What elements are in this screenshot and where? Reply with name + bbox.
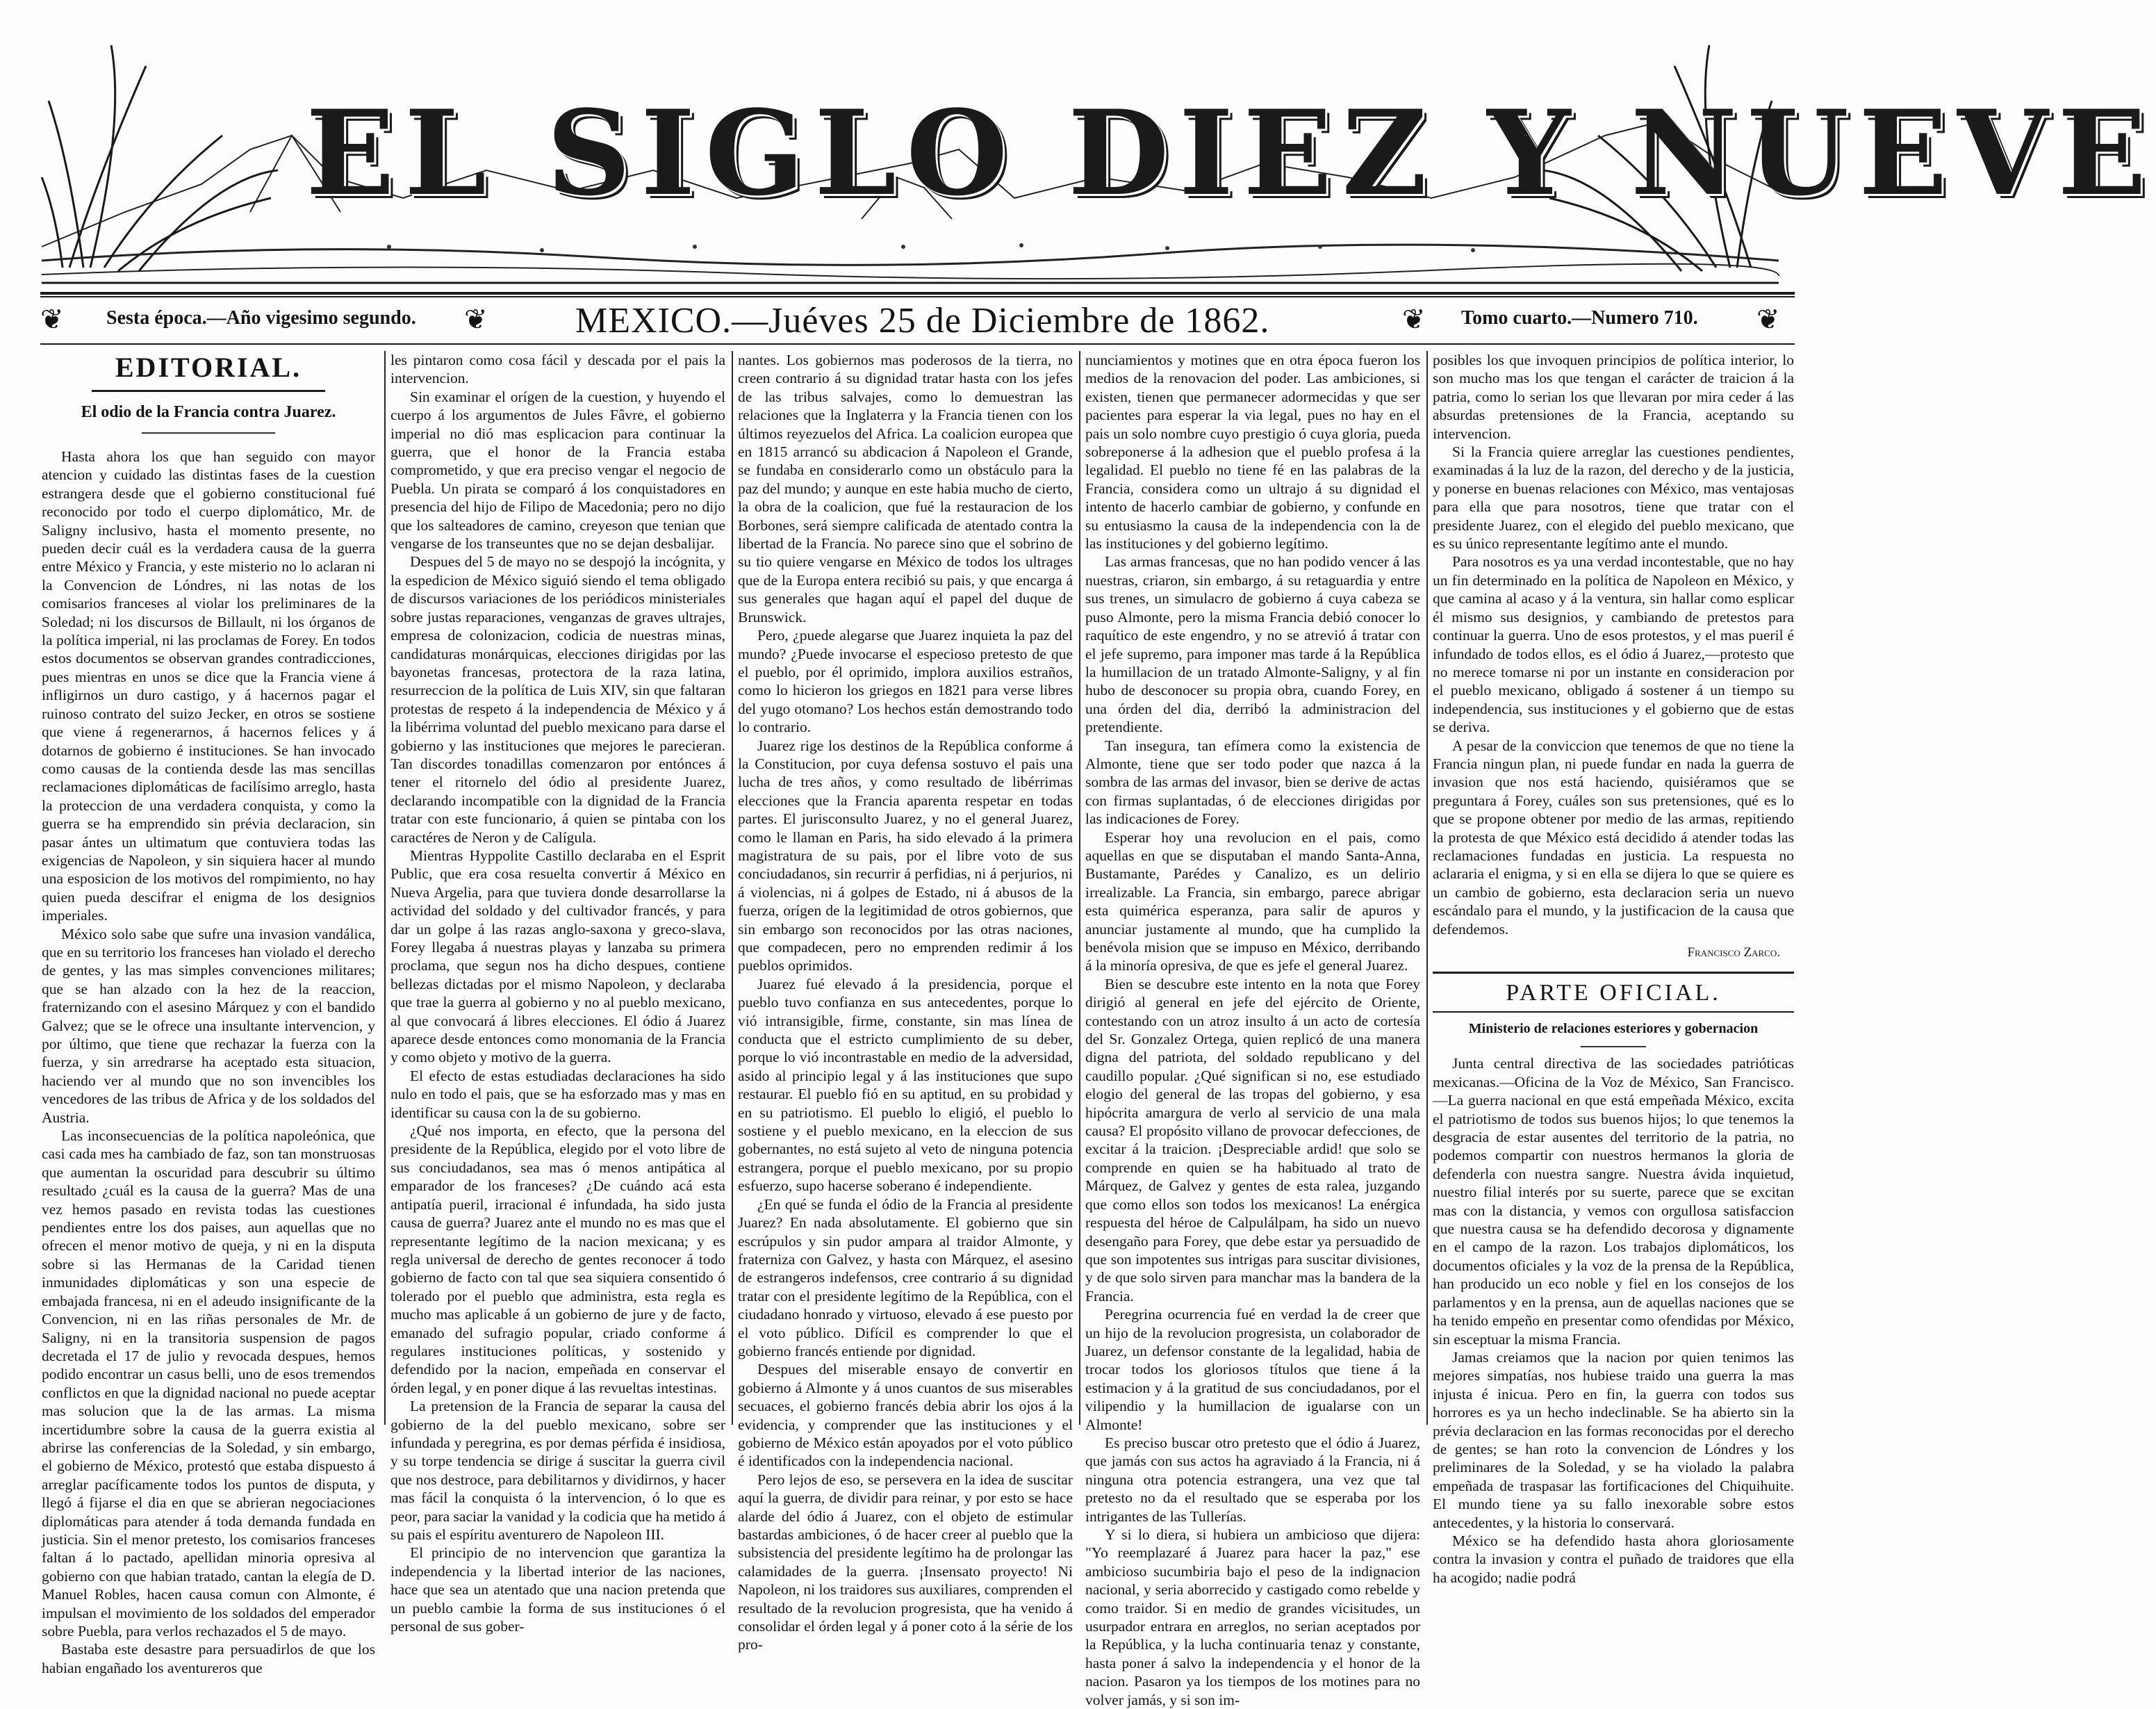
paragraph: El efecto de estas estudiadas declaraciones ha sido nulo en todo el pais, que se ha esforzado mas y mas en identificar su causa con la de su gobierno. bbox=[390, 1067, 725, 1121]
masthead-illustration bbox=[42, 38, 2156, 285]
column-1 bbox=[42, 351, 375, 1676]
column-3 bbox=[738, 351, 1073, 1653]
paragraph: Sin examinar el orígen de la cuestion, y huyendo el cuerpo á los argumentos de Jules Fâvre, el gobierno imperial no dió mas esplicacion para continuar la guerra, que el honor de la Francia estaba comprometido, y que era preciso vengar el negocio de Puebla. Un pirata se comparó á los conquistadores en presencia del hijo de Filipo de Macedonia; pero no dijo que los salteadores de camino, creyeson que tenian que vengarse de los transeuntes que no se dejan desbalijar. bbox=[390, 388, 725, 553]
paragraph: Juarez rige los destinos de la República conforme á la Constitucion, por cuya defensa sostuvo el pais una lucha de tres años, y como resultado de libérrimas elecciones que la Francia aparenta respetar en todas partes. El jurisconsulto Juarez, y no el general Juarez, como le llaman en Paris, ha sido elevado á la primera magistratura de su pais, por el libre voto de sus conciudadanos, sin recurrir á perfidias, ni á perjurios, ni á violencias, ni á golpes de Estado, ni á abusos de la fuerza, orígen de la legitimidad de otros gobiernos, que sin embargo son reconocidos por las otras naciones, que compadecen, pero no emprenden redimir á los pueblos oprimidos. bbox=[738, 737, 1073, 974]
paragraph: El principio de no intervencion que garantiza la independencia y la libertad interior de las naciones, hace que sea un atentado que una nacion pretenda que un pueblo cambie la forma de sus instituciones ó el personal de sus gober- bbox=[390, 1544, 725, 1635]
official-section-title: PARTE OFICIAL. bbox=[1506, 980, 1721, 1006]
date-bar-top-rule bbox=[40, 292, 1795, 295]
paragraph: La pretension de la Francia de separar la causa del gobierno de la del pueblo mexicano, sobre ser infundada y peregrina, es por demas pérfida é insidiosa, y su torpe tendencia se dirige á suscitar la guerra civil que nos destroce, para debilitarnos y dividirnos, y hacer mas fácil la conquista ó la intervencion, ó lo que es peor, para saciar la vanidad y la codicia que ha metido á su pais el espíritu aventurero de Napoleon III. bbox=[390, 1398, 725, 1543]
heading-dash bbox=[1581, 1046, 1646, 1047]
paragraph: Para nosotros es ya una verdad incontestable, que no hay un fin determinado en la política de Napoleon en México, y que camina al acaso y á la ventura, sin hallar como esplicar él mismo sus designios, y cambiando de pretestos para continuar la guerra. Uno de esos protestos, y el mas pueril é infundado de todos ellos, es el ódio á Juarez,—protesto que no merece tomarse ni por un instante en consideracion por el pueblo mexicano, obligado á sostener á un tiempo su independencia, sus instituciones y el gobierno que de estas se deriva. bbox=[1433, 553, 1794, 736]
article-title: El odio de la Francia contra Juarez. bbox=[81, 403, 336, 421]
paragraph: nantes. Los gobiernos mas poderosos de la tierra, no creen contrario á su dignidad tratar hasta con los jefes de las tribus salvajes, como lo demuestran las relaciones que la Inglaterra y la Francia tienen con los últimos reyezuelos del Africa. La coalicion europea que en 1815 arrancó su abdicacion á Napoleon el Grande, se fundaba en considerarlo como un obstáculo para la paz del mundo; y aunque en este habia mucho de cierto, la obra de la coalicion, que fué la restauracion de los Borbones, será siempre calificada de atentado contra la libertad de la Francia. No parece sino que el sobrino de su tio quiere vengarse en México de todos los ultrages que de la Europa entera recibió su pais, y que encarga á sus generales que hagan aquí el papel del duque de Brunswick. bbox=[738, 352, 1073, 625]
paragraph: Juarez fué elevado á la presidencia, porque el pueblo tuvo confianza en sus antecedentes, porque lo vió intransigible, firme, constante, sin mas línea de conducta que el estricto cumplimiento de su deber, porque lo vió incontrastable en medio de la adversidad, asido al principio legal y á las instituciones que supo restaurar. El pueblo fió en su aptitud, en su probidad y en su patriotismo. El pueblo lo eligió, el pueblo lo sostiene y el pueblo mexicano, en la eleccion de sus gobernantes, no está sujeto al veto de ninguna potencia estrangera, porque el pueblo mexicano, por su propio esfuerzo, supo hacerse soberano é independiente. bbox=[738, 975, 1073, 1195]
paragraph: Las armas francesas, que no han podido vencer á las nuestras, criaron, sin embargo, á su retaguardia y entre sus trenes, un simulacro de gobierno á cuya cabeza se puso Almonte, pero la misma Francia debió conocer lo raquítico de este engendro, y no se atrevió á tratar con el jefe supremo, para imponer mas tarde á la República la humillacion de un tratado Almonte-Saligny, y al fin hubo de desconocer su propia obra, cuando Forey, en una órden del dia, derribó la administracion del pretendiente. bbox=[1085, 553, 1420, 736]
paragraph: Bastaba este desastre para persuadirlos de que los habian engañado los aventureros que bbox=[42, 1641, 375, 1676]
paragraph: ¿En qué se funda el ódio de la Francia al presidente Juarez? En nada absolutamente. El gobierno que sin escrúpulos y sin pudor ampara al traidor Almonte, y fraterniza con Galvez, y hasta con Márquez, el asesino de estrangeros indefensos, cree contrario á su dignidad tratar con el presidente legítimo de la República, con el ciudadano honrado y virtuoso, elevado á ese puesto por el voto público. Difícil es comprender lo que el gobierno francés entiende por dignidad. bbox=[738, 1195, 1073, 1359]
paragraph: A pesar de la conviccion que tenemos de que no tiene la Francia ningun plan, ni puede fundar en nada la guerra de invasion que nos está haciendo, quisiéramos que se preguntara á Forey, cuáles son sus pretensiones, qué es lo que se propone obtener por medio de las armas, repitiendo la protesta de que México está decidido á atender todas las reclamaciones fundadas en justicia. La respuesta no aclararia el enigma, y si en ella se dijera lo que se quiere es un cambio de gobierno, esta declaracion seria un nuevo escándalo para el mundo, y la justificacion de la causa que defendemos. bbox=[1433, 737, 1794, 938]
paragraph: Mientras Hyppolite Castillo declaraba en el Esprit Public, que era cosa resuelta convertir á México en Nueva Argelia, para que tuviera donde desarrollarse la actividad del soldado y del cultivador francés, y para dar un golpe á las razas anglo-saxona y greco-slava, Forey llegaba á nuestras playas y lanzaba su primera proclama, que segun nos ha dicho despues, contiene bellezas dictadas por el mismo Napoleon, y declaraba que trae la guerra al gobierno y no al pueblo mexicano, al que convocará á libres elecciones. El ódio á Juarez aparece desde entonces como monomania de la Francia y como objeto y motivo de la guerra. bbox=[390, 847, 725, 1066]
paragraph: Jamas creiamos que la nacion por quien tenimos las mejores simpatías, nos hubiese traido una guerra la mas injusta é inicua. Pero en fin, la guerra con todos sus horrores es ya un hecho indeclinable. Se ha abierto sin la prévia declaracion en las formas reconocidas por el derecho de gentes; se han roto la convencion de Lóndres y los preliminares de la Soledad, y se ha violado la palabra empeñada de traspasar las fortificaciones del Chiquihuite. El mundo tiene ya su fallo inexorable sobre estos antecedentes, y la historia lo conservará. bbox=[1433, 1348, 1794, 1531]
paragraph: Las inconsecuencias de la política napoleónica, que casi cada mes ha cambiado de faz, son tan monstruosas que aumentan la oscuridad para descubrir su último resultado ¿cuál es la causa de la guerra? Mas de una vez hemos pasado en revista todas las cuestiones pendientes entre los dos paises, aun aquellas que no ofrecen el menor motivo de queja, y ni en la disputa sobre si las Hermanas de la Caridad tienen inmunidades diplomáticas y son una especie de embajada francesa, ni en el adeudo insignificante de la Convencion, ni en las riñas personales de Mr. de Saligny, ni en la transitoria suspension de pagos decretada el 17 de julio y revocada despues, hemos podido encontrar un casus belli, uno de esos tremendos conflictos en que la dignidad nacional no puede aceptar mas solucion que la de las armas. La misma incertidumbre sobre la causa de la guerra existia al abrirse las conferencias de la Soledad, y sin embargo, el gobierno de México, protestó que estaba dispuesto á arreglar pacíficamente todos los puntos de disputa, y llegó á fijarse el dia en que se abrieran negociaciones diplomáticas para atender á toda demanda fundada en justicia. Sin el menor pretesto, los comisarios franceses faltan á lo pactado, apellidan minoria opresiva al gobierno con que habian tratado, cantan la elegía de D. Manuel Robles, hacen causa comun con Almonte, é impulsan el movimiento de los soldados del emperador sobre Puebla, para verlos rechazados el 5 de mayo. bbox=[42, 1127, 375, 1640]
paragraph: Es preciso buscar otro pretesto que el ódio á Juarez, que jamás con sus actos ha agraviado á la Francia, ni á ninguna otra potencia estrangera, una vez que tal pretesto no da el resultado que se esperaba por los intrigantes de las Tullerías. bbox=[1085, 1434, 1420, 1525]
edition-info: Sesta época.—Año vigesimo segundo. bbox=[106, 307, 416, 329]
paragraph: Pero, ¿puede alegarse que Juarez inquieta la paz del mundo? ¿Puede invocarse el especioso pretesto de que el pueblo, por él oprimido, implora auxilios estraños, como lo hicieron los griegos en 1821 para verse libres del yugo otomano? Los hechos están demostrando todo lo contrario. bbox=[738, 627, 1073, 736]
title-rule bbox=[142, 432, 275, 434]
ornament-icon: ❦ bbox=[1402, 304, 1426, 335]
ornament-icon: ❦ bbox=[1756, 304, 1780, 335]
paragraph: Esperar hoy una revolucion en el pais, como aquellas en que se disputaban el mando Santa-Anna, Bustamante, Parédes y Canalizo, es un delirio irrealizable. La Francia, sin embargo, parece abrigar esta quimérica esperanza, para salir de apuros y anunciar justamente al mundo, que ha cumplido la benévola mision que se impuso en México, derribando á la minoría opresiva, de que es jefe el general Juarez. bbox=[1085, 828, 1420, 974]
paragraph: Peregrina ocurrencia fué en verdad la de creer que un hijo de la revolucion progresista, un colaborador de Juarez, un defensor constante de la legalidad, habia de trocar todos los gloriosos títulos que tiene á la estimacion y á la gratitud de sus conciudadanos, por el vilipendio y la humillacion de igualarse con un Almonte! bbox=[1085, 1306, 1420, 1433]
paragraph: les pintaron como cosa fácil y descada por el pais la intervencion. bbox=[390, 352, 725, 387]
paragraph: Hasta ahora los que han seguido con mayor atencion y cuidado las distintas fases de la cuestion estrangera desde que el gobierno constitucional fué reconocido por todo el cuerpo diplomático, Mr. de Saligny inclusivo, hasta el momento presente, no pueden decir cuál es la verdadera causa de la guerra entre México y Francia, y este misterio no lo aclaran ni la Convencion de Lóndres, ni las notas de los comisarios franceses al violar los preliminares de la Soledad; ni los discursos de Billault, ni los órganos de la política imperial, ni las proclamas de Forey. En todos estos documentos se observan grandes contradicciones, pues mientras en unos se dice que la Francia viene á infligirnos un duro castigo, y á hacernos pagar el ruinoso contrato del suizo Jecker, en otros se sostiene que viene á regenerarnos, á hacernos felices y á dotarnos de gobierno é instituciones. Se han invocado como causas de la contienda desde las mas sencillas reclamaciones diplomáticas de facilísimo arreglo, hasta la proteccion de una verdadera conquista, y como la guerra se ha emprendido sin prévia declaracion, sin pasar ántes un ultimatum que contuviera todas las exigencias de Napoleon, y sin siquiera hacer al mundo una esposicion de los motivos del rompimiento, no hay quien pueda descifrar el enigma de los designios imperiales. bbox=[42, 448, 375, 924]
paragraph: Y si lo diera, si hubiera un ambicioso que dijera: "Yo reemplazaré á Juarez para hacer la paz," ese ambicioso sucumbiria bajo el peso de la indignacion nacional, y seria aborrecido y castigado como rebelde y como traidor. Si en medio de grandes vicisitudes, un usurpador entrara en arreglos, no serian aceptados por la República, y la lucha continuaria tenaz y constante, hasta poner á salvo la independencia y el honor de la nacion. Pasaron ya los tiempos de los motines para no volver jamás, y si son im- bbox=[1085, 1526, 1420, 1708]
column-divider bbox=[384, 351, 386, 1425]
date-bar bbox=[40, 300, 1795, 342]
column-divider bbox=[1426, 351, 1428, 1425]
column-divider bbox=[732, 351, 733, 1425]
official-section-header bbox=[1433, 972, 1794, 1013]
paragraph: posibles los que invoquen principios de política interior, lo son mucho mas los que tengan el carácter de traicion á la patria, como lo serian los que llevaran por mira ceder á las absurdas pretensiones de la Francia, aceptando su intervencion. bbox=[1433, 352, 1794, 442]
column-5 bbox=[1433, 351, 1794, 1586]
date-bar-top-thin-rule bbox=[40, 296, 1795, 297]
column-2 bbox=[390, 351, 725, 1635]
paragraph: Si la Francia quiere arreglar las cuestiones pendientes, examinadas á la luz de la razon, del derecho y de la justicia, y ponerse en buenas relaciones con México, mas ventajosas para ella que para nosotros, tiene que tratar con el presidente Juarez, con el elegido del pueblo mexicano, que es su único representante legítimo ante el mundo. bbox=[1433, 443, 1794, 553]
paragraph: ¿Qué nos importa, en efecto, que la persona del presidente de la República, elegido por el voto libre de sus conciudadanos, sea mas ó menos antipática al emparador de los franceses? ¿De cuándo acá esta antipatía pueril, irracional é infundada, ha sido justa causa de guerra? Juarez ante el mundo no es mas que el representante legítimo de la nacion mexicana; y es regla universal de derecho de gentes reconocer á todo gobierno de facto con tal que sea siquiera consentido ó tolerado por el pueblo que administra, esta regla es mucho mas aplicable á un gobierno de jure y de facto, emanado del sufragio popular, criado conforme á regulares instituciones políticas, y sostenido y defendido por la nacion, empeñada en conservar el órden legal, y en poner dique á las revueltas intestinas. bbox=[390, 1122, 725, 1396]
column-4 bbox=[1085, 351, 1420, 1708]
dateline: MEXICO.—Juéves 25 de Diciembre de 1862. bbox=[575, 301, 1270, 341]
paragraph: Despues del miserable ensayo de convertir en gobierno á Almonte y á unos cuantos de sus miserables secuaces, el gobierno francés debia abrir los ojos á la evidencia, y comprender que las instituciones y el gobierno de México están apoyados por el voto público é identificados con la independencia nacional. bbox=[738, 1361, 1073, 1470]
author-signature: Francisco Zarco. bbox=[1687, 945, 1780, 960]
date-bar-bottom-rule bbox=[40, 343, 1795, 345]
ministry-heading: Ministerio de relaciones esteriores y gobernacion bbox=[1468, 1021, 1759, 1037]
ornament-icon: ❦ bbox=[40, 304, 64, 335]
editorial-heading: EDITORIAL. bbox=[115, 352, 302, 383]
paragraph: Tan insegura, tan efímera como la existencia de Almonte, tiene que ser todo poder que nazca á la sombra de las armas del invasor, bien se derive de actas con firmas suplantadas, ó de elecciones dirigidas por las indicaciones de Forey. bbox=[1085, 737, 1420, 828]
paragraph: Bien se descubre este intento en la nota que Forey dirigió al general en jefe del ejército de Oriente, contestando con un atroz insulto á un acto de cortesía del Sr. Gonzalez Ortega, quien replicó de una manera digna del patriota, del soldado republicano y del caudillo popular. ¿Qué significan si no, ese estudiado elogio del general de las tropas del gobierno, y esa hipócrita amargura de verlo al servicio de una mala causa? El propósito villano de provocar defecciones, de excitar á la traicion. ¡Despreciable ardid! que solo se comprende en quien se ha habituado al trato de Márquez, de Galvez y gentes de esta ralea, juzgando que como ellos son todos los mexicanos! La enérgica respuesta del héroe de Calpulálpam, ha sido un nuevo desengaño para Forey, que debe estar ya persuadido de que son impotentes sus intrigas para suscitar divisiones, y de que solo sirven para manchar mas la bandera de la Francia. bbox=[1085, 975, 1420, 1305]
paragraph: Junta central directiva de las sociedades patrióticas mexicanas.—Oficina de la Voz de México, San Francisco.—La guerra nacional en que está empeñada México, excita el patriotismo de todos sus buenos hijos; lo que tenemos la desgracia de estar ausentes del territorio de la patria, no podemos compartir con nuestros hermanos la gloria de defenderla con nuestra sangre. Nuestra ávida inquietud, nuestro filial interés por su suerte, parece que se excitan mas con la distancia, y vemos con orgullosa satisfaccion que nuestra causa se ha defendido decorosa y dignamente en el campo de la razon. Los trabajos diplomáticos, los documentos oficiales y la voz de la prensa de la República, han producido un eco noble y fiel en los consejos de los parlamentos y en la prensa, aun de aquellas naciones que se ha tenido empeño en presentar como ofendidas por México, sin esceptuar la misma Francia. bbox=[1433, 1055, 1794, 1348]
ornament-icon: ❦ bbox=[464, 304, 488, 335]
volume-info: Tomo cuarto.—Numero 710. bbox=[1461, 307, 1698, 329]
column-divider bbox=[1079, 351, 1080, 1425]
heading-underline bbox=[92, 390, 325, 392]
paragraph: Pero lejos de eso, se persevera en la idea de suscitar aquí la guerra, de dividir para reinar, y por esto se hace alarde del ódio á Juarez, con el objeto de estimular bastardas ambiciones, ó de hacer creer al pueblo que la subsistencia del presidente legítimo ha de prolongar las calamidades de la guerra. ¡Insensato proyecto! Ni Napoleon, ni los traidores sus auxiliares, comprenden el resultado de la revolucion progresista, que ha venido á consolidar el órden legal y á poner coto á la série de los pro- bbox=[738, 1471, 1073, 1653]
paragraph: México solo sabe que sufre una invasion vandálica, que en su territorio los franceses han violado el derecho de gentes, y las mas simples convenciones militares; que se han alzado con la hez de la reaccion, fraternizando con el asesino Márquez y con el bandido Galvez; que se le ofrece una insultante intervencion, y por último, que tiene que rechazar la fuerza con la fuerza, y sin arredrarse ha aceptado esta situacion, haciendo ver al mundo que no son invencibles los vencedores de las tribus de Africa y de los soldados del Austria. bbox=[42, 925, 375, 1126]
newspaper-title: EL SIGLO DIEZ Y NUEVE bbox=[306, 84, 2156, 222]
paragraph: México se ha defendido hasta ahora gloriosamente contra la invasion y contra el puñado de traidores que ella ha acogido; nadie podrá bbox=[1433, 1532, 1794, 1586]
paragraph: Despues del 5 de mayo no se despojó la incógnita, y la espedicion de México siguió siendo el tema obligado de discursos variaciones de los periódicos ministeriales sobre justas reparaciones, venganzas de graves ultrajes, empresa de colonizacion, codicia de nuestras minas, candidaturas monárquicas, elecciones dirigidas por las bayonetas francesas, protectora de la raza latina, resurreccion de la política de Luis XIV, sin que faltaran protestas de respeto á la independencia de México y á la libérrima voluntad del pueblo mexicano para darse el gobierno y las instituciones que mejores le parecieran. Tan discordes tonadillas comenzaron por entónces á tener el ritornelo del ódio al presidente Juarez, declarando incompatible con la dignidad de la Francia tratar con este funcionario, á quien se pintaba con los caractéres de Neron y de Calígula. bbox=[390, 553, 725, 846]
paragraph: nunciamientos y motines que en otra época fueron los medios de la renovacion del poder. Las ambiciones, si existen, tienen que permanecer adormecidas y que ser pacientes para esperar la via legal, pues no hay en el pais un solo nombre cuyo prestigio ó cuya gloria, pueda sobreponerse á la adhesion que el pueblo profesa á la legalidad. El pueblo no tiene fé en las palabras de la Francia, considera como un ultrajo á su dignidad el intento de hacerlo cambiar de gobierno, y confunde en su entusiasmo la causa de la independencia con la de las instituciones y del gobierno legítimo. bbox=[1085, 352, 1420, 553]
